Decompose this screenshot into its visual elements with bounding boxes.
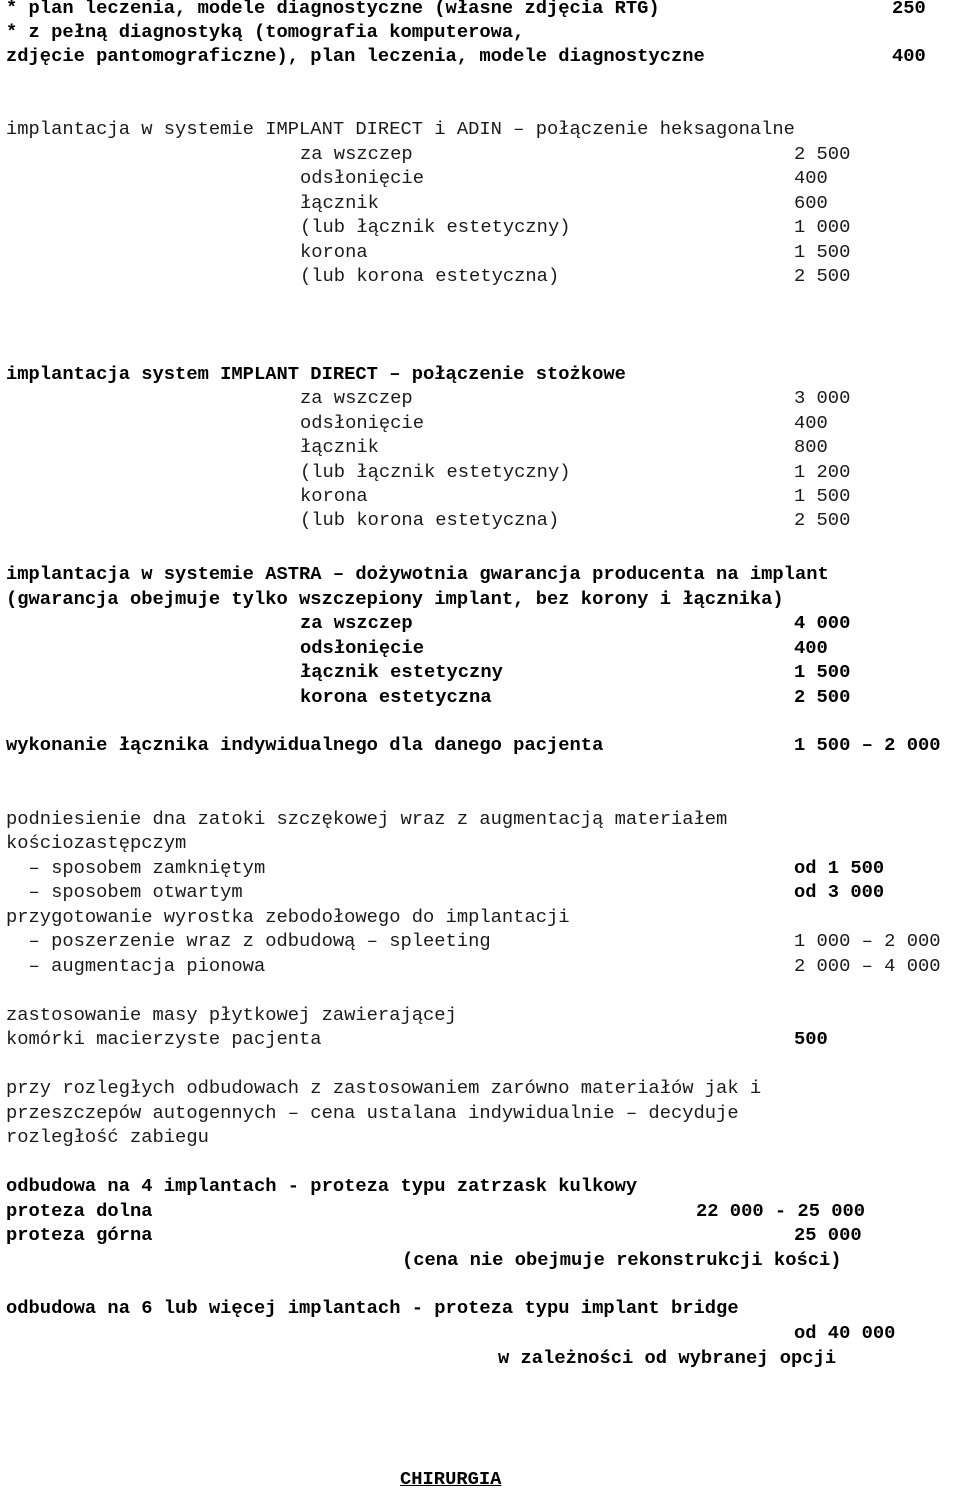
- price-item-label: za wszczep: [300, 143, 413, 165]
- autograft-line-3: rozległość zabiegu: [6, 1126, 209, 1148]
- price-item-value: 2 500: [794, 143, 851, 165]
- implant-direct-cone-heading: implantacja system IMPLANT DIRECT – połączenie stożkowe: [6, 363, 626, 385]
- custom-abutment-label: wykonanie łącznika indywidualnego dla danego pacjenta: [6, 734, 604, 756]
- price-item-label: za wszczep: [300, 387, 413, 409]
- four-implants-note: (cena nie obejmuje rekonstrukcji kości): [402, 1249, 842, 1271]
- upper-denture-price: 25 000: [794, 1224, 862, 1246]
- price-item-value: 1 500: [794, 661, 851, 683]
- ridge-splitting-label: – poszerzenie wraz z odbudową – spleeting: [6, 930, 491, 952]
- price-item-label: za wszczep: [300, 612, 413, 634]
- diag-full-line-2: zdjęcie pantomograficzne), plan leczenia, modele diagnostyczne: [6, 45, 705, 67]
- price-item-value: 2 500: [794, 265, 851, 287]
- six-implants-price: od 40 000: [794, 1322, 896, 1344]
- prp-price: 500: [794, 1028, 828, 1050]
- ridge-vertical-price: 2 000 – 4 000: [794, 955, 941, 977]
- four-implants-heading: odbudowa na 4 implantach - proteza typu zatrzask kulkowy: [6, 1175, 638, 1197]
- price-item-label: odsłonięcie: [300, 412, 424, 434]
- six-implants-note: w zależności od wybranej opcji: [498, 1347, 837, 1369]
- autograft-line-2: przeszczepów autogennych – cena ustalana indywidualnie – decyduje: [6, 1102, 739, 1124]
- prp-line-2: komórki macierzyste pacjenta: [6, 1028, 322, 1050]
- sinus-lift-open-price: od 3 000: [794, 881, 885, 903]
- price-item-label: (lub korona estetyczna): [300, 265, 560, 287]
- price-item-value: 400: [794, 637, 828, 659]
- price-item-value: 4 000: [794, 612, 851, 634]
- price-item-value: 600: [794, 192, 828, 214]
- price-item-value: 1 500: [794, 485, 851, 507]
- prp-line-1: zastosowanie masy płytkowej zawierającej: [6, 1004, 457, 1026]
- ridge-vertical-label: – augmentacja pionowa: [6, 955, 266, 977]
- sinus-lift-line-2: kościozastępczym: [6, 832, 187, 854]
- price-item-value: 400: [794, 412, 828, 434]
- price-item-label: korona estetyczna: [300, 686, 492, 708]
- price-item-value: 2 500: [794, 686, 851, 708]
- price-item-label: korona: [300, 485, 368, 507]
- lower-denture-label: proteza dolna: [6, 1200, 153, 1222]
- price-item-value: 1 500: [794, 241, 851, 263]
- price-item-label: odsłonięcie: [300, 167, 424, 189]
- diag-plan-line: * plan leczenia, modele diagnostyczne (własne zdjęcia RTG): [6, 0, 660, 19]
- section-title: CHIRURGIA: [400, 1468, 502, 1490]
- price-item-label: odsłonięcie: [300, 637, 424, 659]
- sinus-lift-closed-label: – sposobem zamkniętym: [6, 857, 266, 879]
- price-item-value: 400: [794, 167, 828, 189]
- price-item-label: łącznik: [300, 192, 379, 214]
- price-item-label: łącznik estetyczny: [300, 661, 503, 683]
- price-item-label: korona: [300, 241, 368, 263]
- diag-plan-price: 250: [892, 0, 926, 19]
- sinus-lift-line-1: podniesienie dna zatoki szczękowej wraz z augmentacją materiałem: [6, 808, 728, 830]
- diag-full-price: 400: [892, 45, 926, 67]
- price-item-label: łącznik: [300, 436, 379, 458]
- ridge-splitting-price: 1 000 – 2 000: [794, 930, 941, 952]
- price-item-label: (lub korona estetyczna): [300, 509, 560, 531]
- price-item-label: (lub łącznik estetyczny): [300, 461, 571, 483]
- price-item-value: 2 500: [794, 509, 851, 531]
- ridge-heading: przygotowanie wyrostka zebodołowego do implantacji: [6, 906, 570, 928]
- lower-denture-price: 22 000 - 25 000: [696, 1200, 866, 1222]
- sinus-lift-open-label: – sposobem otwartym: [6, 881, 243, 903]
- autograft-line-1: przy rozległych odbudowach z zastosowaniem zarówno materiałów jak i: [6, 1077, 762, 1099]
- astra-subheading: (gwarancja obejmuje tylko wszczepiony implant, bez korony i łącznika): [6, 588, 784, 610]
- implant-direct-hex-heading: implantacja w systemie IMPLANT DIRECT i ADIN – połączenie heksagonalne: [6, 118, 795, 140]
- sinus-lift-closed-price: od 1 500: [794, 857, 885, 879]
- price-item-value: 1 000: [794, 216, 851, 238]
- custom-abutment-price: 1 500 – 2 000: [794, 734, 941, 756]
- price-item-value: 3 000: [794, 387, 851, 409]
- astra-heading: implantacja w systemie ASTRA – dożywotnia gwarancja producenta na implant: [6, 563, 829, 585]
- upper-denture-label: proteza górna: [6, 1224, 153, 1246]
- six-implants-heading: odbudowa na 6 lub więcej implantach - proteza typu implant bridge: [6, 1297, 739, 1319]
- price-item-value: 1 200: [794, 461, 851, 483]
- diag-full-line: * z pełną diagnostyką (tomografia komputerowa,: [6, 21, 525, 43]
- price-item-label: (lub łącznik estetyczny): [300, 216, 571, 238]
- price-item-value: 800: [794, 436, 828, 458]
